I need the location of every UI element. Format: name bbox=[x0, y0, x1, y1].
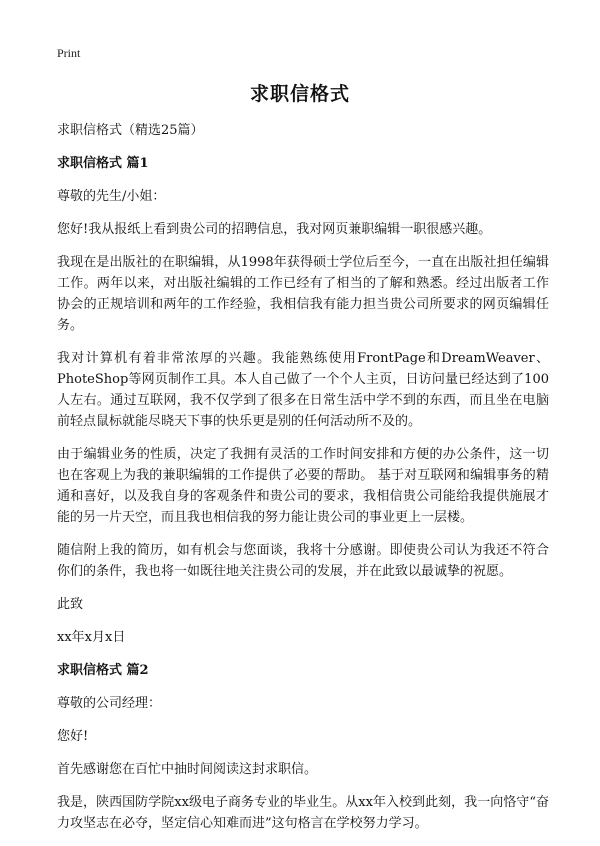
paragraph: 您好!我从报纸上看到贵公司的招聘信息，我对网页兼职编辑一职很感兴趣。 bbox=[57, 222, 492, 237]
section-heading: 求职信格式 篇2 bbox=[57, 663, 149, 678]
date: xx年x月x日 bbox=[57, 630, 126, 645]
paragraph: 我是，陕西国防学院xx级电子商务专业的毕业生。从xx年入校到此刻，我一向恪守“奋力攻坚志在必夺，坚定信心知难而进”这句格言在学校努力学习。 bbox=[57, 795, 549, 831]
salutation: 尊敬的先生/小姐： bbox=[57, 189, 166, 204]
paragraph: 我现在是出版社的在职编辑，从1998年获得硕士学位后至今，一直在出版社担任编辑工作。两年以来，对出版社编辑的工作已经有了相当的了解和熟悉。经过出版者工作协会的正规培训和两年的工作经验，我相信我有能力担当贵公司所要求的网页编辑任务。 bbox=[57, 255, 549, 333]
paragraph: 首先感谢您在百忙中抽时间阅读这封求职信。 bbox=[57, 762, 318, 777]
print-link[interactable]: Print bbox=[57, 46, 81, 60]
paragraph: 由于编辑业务的性质，决定了我拥有灵活的工作时间安排和方便的办公条件，这一切也在客观上为我的兼职编辑的工作提供了必要的帮助。 基于对互联网和编辑事务的精通和喜好，以及我自身的客观条件和贵公司的要求，我相信贵公司能给我提供施展才能的另一片天空，而且我也相信我的努力能让贵公司的事业更上一层楼。 bbox=[57, 447, 549, 525]
salutation: 尊敬的公司经理： bbox=[57, 696, 162, 711]
document-body bbox=[57, 120, 549, 846]
closing: 此致 bbox=[57, 597, 84, 612]
greeting: 您好! bbox=[57, 729, 89, 744]
paragraph: 随信附上我的简历，如有机会与您面谈，我将十分感谢。即使贵公司认为我还不符合你们的条件，我也将一如既往地关注贵公司的发展，并在此致以最诚挚的祝愿。 bbox=[57, 543, 549, 579]
page-title: 求职信格式 bbox=[249, 83, 350, 105]
paragraph: 我对计算机有着非常浓厚的兴趣。我能熟练使用FrontPage和DreamWeaver、PhoteShop等网页制作工具。本人自己做了一个个人主页，日访问量已经达到了100人左右。通过互联网，我不仅学到了很多在日常生活中学不到的东西，而且坐在电脑前轻点鼠标就能尽晓天下事的快乐更是别的任何活动所不及的。 bbox=[57, 351, 549, 429]
section-heading: 求职信格式 篇1 bbox=[57, 156, 149, 171]
document-subtitle: 求职信格式（精选25篇） bbox=[57, 123, 204, 138]
